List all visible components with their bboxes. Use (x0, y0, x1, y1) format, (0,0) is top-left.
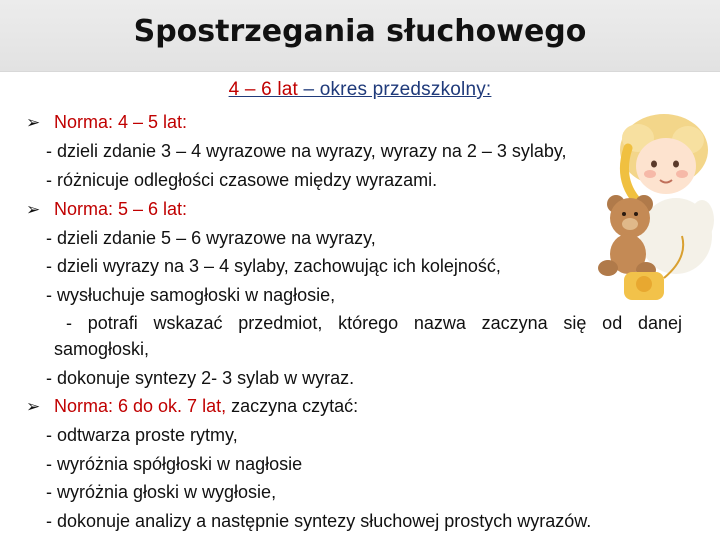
list-item: - dzieli wyrazy na 3 – 4 sylaby, zachowując ich kolejność, (46, 256, 501, 276)
subtitle (0, 79, 720, 101)
subtitle-rest: – okres przedszkolny: (303, 79, 492, 100)
section-header-1 (26, 112, 187, 133)
section-header-2 (26, 199, 187, 220)
arrow-bullet-icon: ➢ (26, 113, 41, 132)
list-item: - dokonuje analizy a następnie syntezy słuchowej prostych wyrazów. (46, 511, 592, 531)
list-item: - dokonuje syntezy 2- 3 sylab w wyraz. (46, 368, 355, 388)
list-item: - różnicuje odległości czasowe między wyrazami. (46, 170, 438, 190)
section-header-3 (26, 396, 358, 417)
section-label: Norma: 5 – 6 lat: (54, 199, 188, 219)
page-title: Spostrzegania słuchowego (133, 14, 587, 49)
section-label: Norma: 6 do ok. 7 lat, (54, 396, 227, 416)
child-with-teddy-bear-illustration (578, 108, 718, 308)
list-item-continuation: samogłoski, (54, 339, 150, 359)
list-item: - dzieli zdanie 5 – 6 wyrazowe na wyrazy, (46, 228, 376, 248)
list-item: - wyróżnia spółgłoski w nagłosie (46, 454, 303, 474)
list-item: - odtwarza proste rytmy, (46, 425, 238, 445)
arrow-bullet-icon: ➢ (26, 200, 41, 219)
list-item: - dzieli zdanie 3 – 4 wyrazowe na wyrazy, wyrazy na 2 – 3 sylaby, (46, 141, 567, 161)
section-label: Norma: 4 – 5 lat: (54, 112, 188, 132)
section-label-suffix: zaczyna czytać: (226, 396, 359, 416)
subtitle-age: 4 – 6 lat (228, 79, 304, 100)
list-item: - potrafi wskazać przedmiot, którego nazwa zaczyna się od danej (66, 313, 682, 333)
list-item: - wyróżnia głoski w wygłosie, (46, 482, 277, 502)
list-item: - wysłuchuje samogłoski w nagłosie, (46, 285, 336, 305)
arrow-bullet-icon: ➢ (26, 397, 41, 416)
